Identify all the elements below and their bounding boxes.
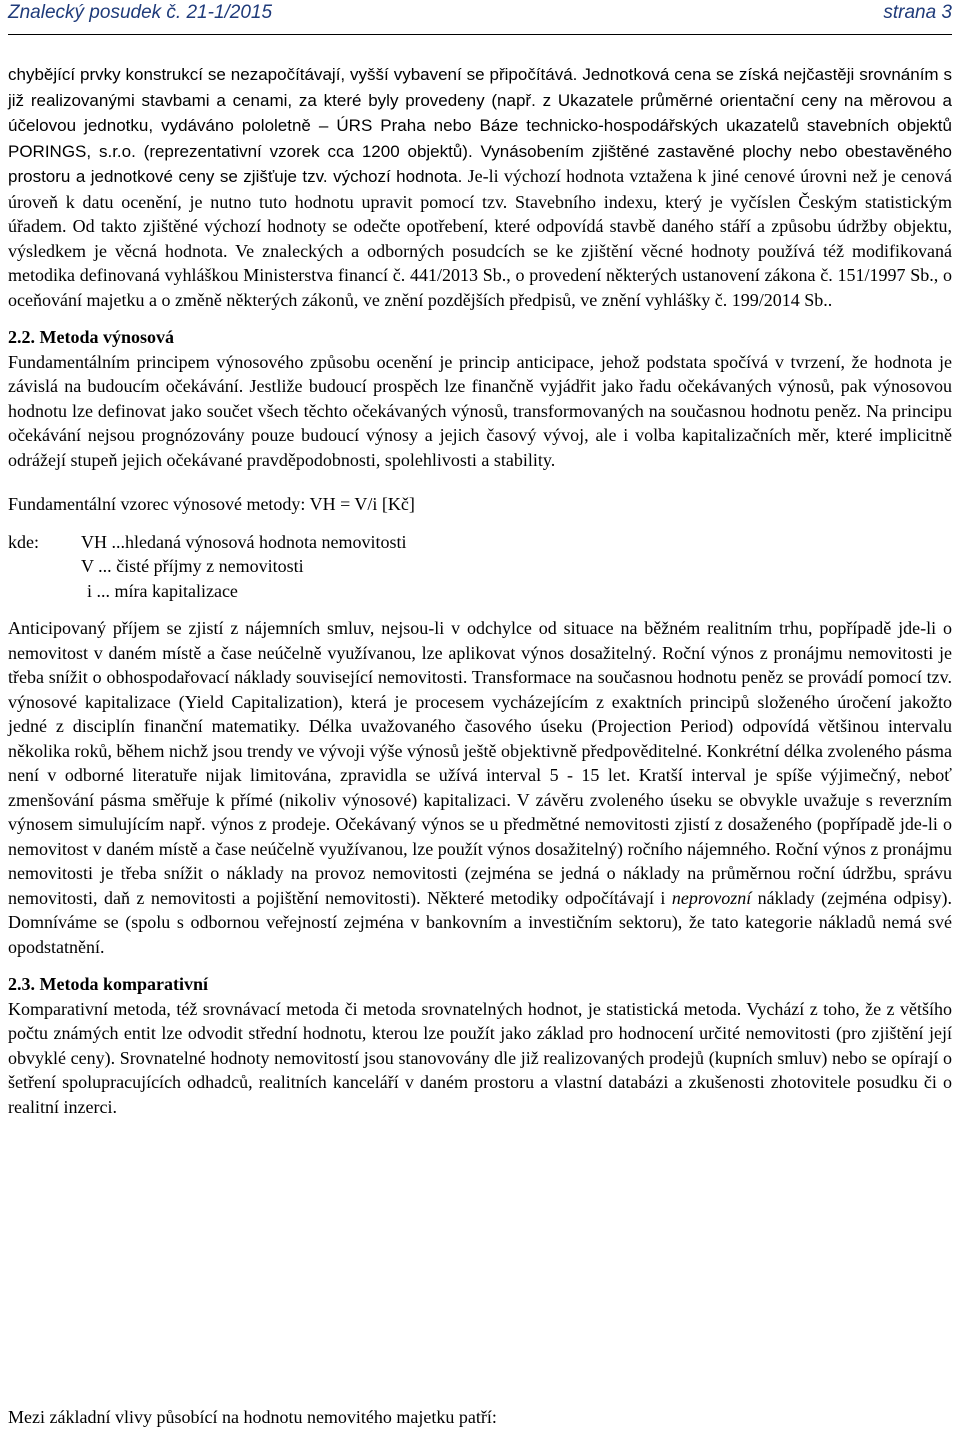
intro-serif-text: Je-li výchozí hodnota vztažena k jiné cenové úrovni než je cenová úroveň k datu ocenění, je nutno tuto hodnotu upravit pomocí tzv. Stavebního indexu, který je vyčíslen Českým statistickým úřadem. Od takto zjištěné výchozí hodnoty se odečte opotřebení, které odpovídá stavbě daného stáří a způsobu údržby objektu, výsledkem je věcná hodnota. Ve znaleckých a odborných posudcích se ke zjištění věcné hodnoty používá též modifikovaná metodika definovaná vyhláškou Ministerstva financí č. 441/2013 Sb., o provedení některých ustanovení zákona č. 151/1997 Sb., o oceňování majetku a o změně některých zákonů, ve znění pozdějších předpisů, ve znění vyhlášky č. 199/2014 Sb.. (8, 166, 952, 310)
definition-row (8, 554, 952, 579)
document-title: Znalecký posudek č. 21-1/2015 (8, 2, 273, 23)
italic-term: neprovozní (671, 887, 752, 908)
page-number: strana 3 (883, 2, 952, 23)
section-2-2-heading: 2.2. Metoda výnosová (8, 327, 174, 347)
closing-line: Mezi základní vlivy působící na hodnotu nemovitého majetku patří: (8, 1407, 497, 1427)
section-2-2-paragraph-2: Anticipovaný příjem se zjistí z nájemních smluv, nejsou-li v odchylce od situace na běžném realitním trhu, popřípadě jde-li o nemovitost v daném místě a čase neúčelně využívanou, lze aplikovat výnos dosažitelný. Roční výnos z pronájmu nemovitosti je třeba snížit o obhospodařovací náklady související nemovitosti. Transformace na současnou hodnotu peněz se provádí pomocí tzv. výnosové kapitalizace (Yield Capitalization), která je procesem vycházejícím z exaktních principů složeného úročení jakožto jedné z disciplín finanční matematiky. Délka uvažovaného časového úseku (Projection Period) odpovídá většinou intervalu několika roků, během nichž jsou trendy ve vývoji výše výnosů ještě objektivně předpověditelné. Konkrétní délka zvoleného pásma není v odborné literatuře nijak limitována, zpravidla se užívá interval 5 - 15 let. Kratší interval je spíše výjimečný, neboť zmenšování pásma směřuje k přímé (nikoliv výnosové) kapitalizaci. V závěru zvoleného úseku se obvykle uvažuje s reverzním výnosem simulujícím např. výnos z prodeje. Očekávaný výnos se u předmětné nemovitosti zjistí z dosaženého (popřípadě jde-li o nemovitost v daném místě a čase neúčelně využívanou, lze použít výnos dosažitelný) ročního nájemného. Roční výnos z pronájmu nemovitosti je třeba snížit o náklady na provoz nemovitosti (zejména se jedná o náklady na průměrnou roční údržbu, správu nemovitosti, daň z nemovitosti a pojištění nemovitosti). Některé metodiky odpočítávají i neprovozní náklady (zejména odpisy). Domníváme se (spolu s odbornou veřejností zejména v bankovním a investičním sektoru), že tato kategorie nákladů nemá své opodstatnění. (8, 618, 952, 957)
intro-sans-text: chybějící prvky konstrukcí se nezapočítávají, vyšší vybavení se připočítává. Jednotková cena se získá nejčastěji srovnáním s již realizovanými stavbami a cenami, za které byly provedeny (např. z Ukazatele průměrné orientační ceny na měrovou a účelovou jednotku, vydáváno pololetně – ÚRS Praha nebo Báze technicko-hospodářských ukazatelů stavebních objektů PORINGS, s.r.o. (reprezentativní vzorek cca 1200 objektů). Vynásobením zjištěné zastavěné plochy nebo obestavěného prostoru a jednotkové ceny se zjišťuje tzv. výchozí hodnota. (8, 65, 952, 186)
document-body (8, 62, 952, 1119)
section-2-3-heading: 2.3. Metoda komparativní (8, 974, 208, 994)
where-label: kde: (8, 531, 39, 552)
definition-i: i ... míra kapitalizace (87, 580, 238, 601)
definition-row (8, 530, 952, 555)
formula-line: Fundamentální vzorec výnosové metody: VH = V/i [Kč] (8, 494, 415, 514)
definition-row (8, 579, 952, 604)
section-2-2-paragraph: Fundamentálním principem výnosového způsobu ocenění je princip anticipace, jehož podstata spočívá v tvrzení, že hodnota je závislá na budoucím očekávání. Jestliže budoucí prospěch lze finančně vyjádřit jako řadu očekávaných výnosů, pak výnosovou hodnotu lze definovat jako součet všech těchto očekávaných výnosů, transformovaných na současnou hodnotu peněz. Na principu očekávání nejsou prognózovány pouze budoucí výnosy a jejich časový vývoj, ale i volba kapitalizačních měr, které implicitně odrážejí stupeň jejich očekávané pravděpodobnosti, spolehlivosti a stability. (8, 351, 952, 470)
definition-vh: VH ...hledaná výnosová hodnota nemovitosti (81, 531, 407, 552)
intro-paragraph (8, 62, 952, 312)
section-2-3-paragraph: Komparativní metoda, též srovnávací metoda či metoda srovnatelných hodnot, je statistická metoda. Vychází z toho, že z většího počtu známých entit lze odvodit střední hodnotu, kterou lze použít jako základ pro hodnocení určité nemovitosti (pro zjištění její obvyklé ceny). Srovnatelné hodnoty nemovitostí jsou stanovovány dle již realizovaných prodejů (kupních smluv) nebo se opírají o šetření spolupracujících odhadců, realitních kanceláří v daném prostoru a vlastní databázi a zkušenosti zhotovitele posudku či o realitní inzerci. (8, 998, 952, 1117)
definition-v: V ... čisté příjmy z nemovitosti (81, 556, 304, 576)
page-header (8, 0, 952, 35)
